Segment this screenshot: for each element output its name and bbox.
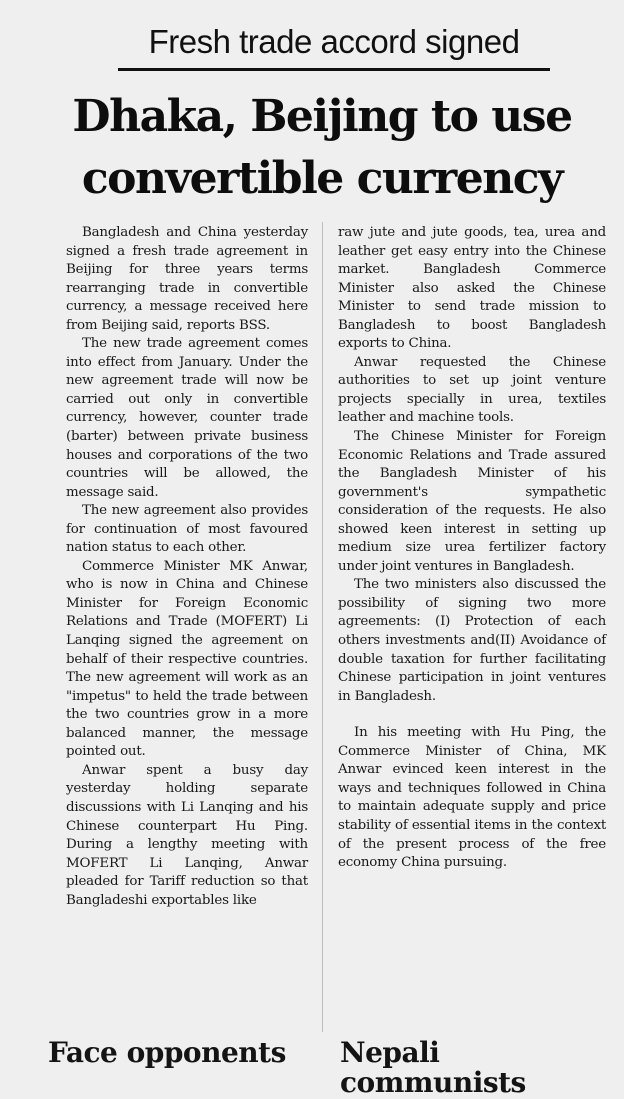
right-column xyxy=(338,224,606,873)
paragraph: The Chinese Minister for Foreign Economic Relations and Trade assured the Bangladesh Minister of his government's sympathetic consideration of the requests. He also showed keen interest in setting up medium size urea fertilizer factory under joint ventures in Bangladesh. xyxy=(338,429,606,574)
paragraph: The two ministers also discussed the possibility of signing two more agreements: (I) Protection of each others investments and(II) Avoidance of double taxation for further facilitating Chinese participation in joint ventures in Bangladesh. xyxy=(338,577,606,704)
paragraph: Anwar spent a busy day yesterday holding separate discussions with Li Lanqing and his Chinese counterpart Hu Ping. During a lengthy meeting with MOFERT Li Lanqing, Anwar pleaded for Tariff reduction so that Bangladeshi exportables like xyxy=(66,762,308,908)
paragraph: In his meeting with Hu Ping, the Commerce Minister of China, MK Anwar evinced keen interest in the ways and techniques followed in China to maintain adequate supply and price stability of essential items in the context of the present process of the free economy China pursuing. xyxy=(338,725,606,871)
left-column xyxy=(66,224,308,910)
next-headline-left: Face opponents xyxy=(48,1036,286,1069)
paragraph: raw jute and jute goods, tea, urea and leather get easy entry into the Chinese market. Bangladesh Commerce Minister also asked the Chinese Minister to send trade mission to Bangladesh to boost Bangladesh exports to China. xyxy=(338,225,606,352)
main-headline: Dhaka, Beijing to use convertible currency xyxy=(72,91,572,204)
paragraph: Commerce Minister MK Anwar, who is now in China and Chinese Minister for Foreign Economic Relations and Trade (MOFERT) Li Lanqing signed the agreement on behalf of their respective countries. The new agreement will work as an "impetus" to held the trade between the two countries grow in a more balanced manner, the message pointed out. xyxy=(66,558,308,760)
kicker-underline xyxy=(118,68,550,71)
next-headline-right: Nepali communists xyxy=(340,1036,526,1099)
kicker-headline: Fresh trade accord signed xyxy=(148,23,520,60)
paragraph: Anwar requested the Chinese authorities to set up joint venture projects specially in urea, textiles leather and machine tools. xyxy=(338,354,606,426)
next-stories-remnant xyxy=(0,1036,624,1099)
paragraph: The new trade agreement comes into effect from January. Under the new agreement trade will now be carried out only in convertible currency, however, counter trade (barter) between private business houses and corporations of the two countries will be allowed, the message said. xyxy=(66,336,308,500)
paragraph: The new agreement also provides for continuation of most favoured nation status to each other. xyxy=(66,503,308,556)
column-divider xyxy=(322,222,323,1032)
previous-story-remnant xyxy=(0,0,624,10)
paragraph: Bangladesh and China yesterday signed a fresh trade agreement in Beijing for three years terms rearranging trade in convertible currency, a message received here from Beijing said, reports BSS. xyxy=(66,225,308,333)
